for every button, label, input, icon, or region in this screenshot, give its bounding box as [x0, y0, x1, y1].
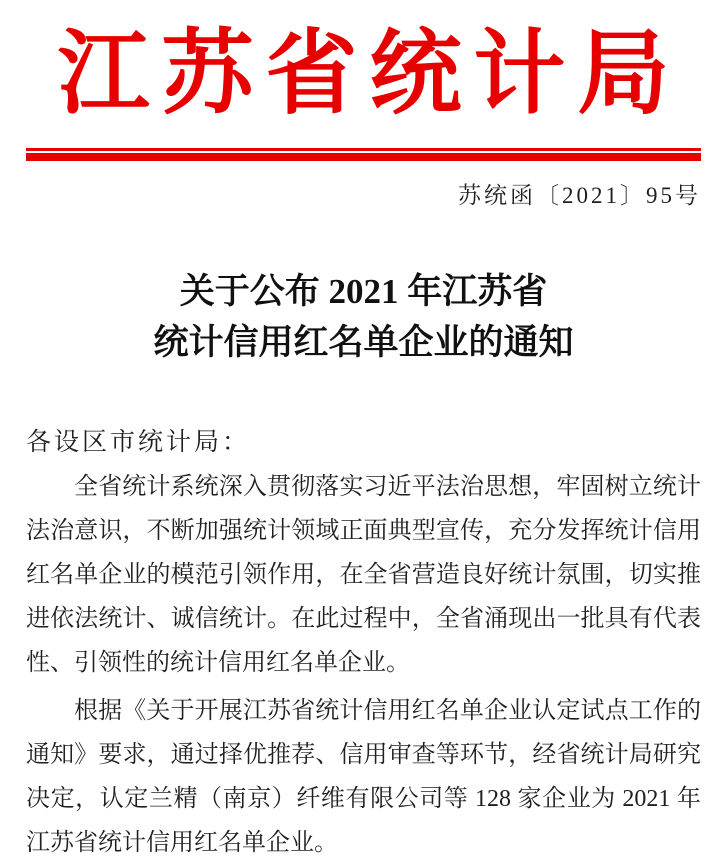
body-line: 全省统计系统深入贯彻落实习近平法治思想，牢固树立统计	[74, 474, 701, 500]
document-title-line-2: 统计信用红名单企业的通知	[153, 323, 574, 362]
document-title	[26, 266, 701, 368]
body-line: 决定，认定兰精（南京）纤维有限公司等 128 家企业为 2021 年	[26, 786, 701, 812]
body-line: 性、引领性的统计信用红名单企业。	[26, 650, 410, 676]
salutation: 各设区市统计局：	[26, 429, 251, 456]
paragraph-2	[26, 689, 701, 856]
body-line: 通知》要求，通过择优推荐、信用审查等环节，经省统计局研究	[26, 742, 701, 768]
document-body	[26, 420, 701, 856]
body-line: 进依法统计、诚信统计。在此过程中，全省涌现出一批具有代表	[26, 606, 701, 632]
body-line: 红名单企业的模范引领作用，在全省营造良好统计氛围，切实推	[26, 562, 701, 588]
body-line: 根据《关于开展江苏省统计信用红名单企业认定试点工作的	[74, 698, 701, 724]
letterhead-divider	[26, 148, 701, 161]
letterhead	[26, 4, 701, 161]
document-title-line-1: 关于公布 2021 年江苏省	[179, 272, 548, 311]
body-line: 江苏省统计信用红名单企业。	[26, 830, 338, 856]
agency-name: 江苏省统计局	[57, 23, 682, 125]
document-number: 苏统函〔2021〕95号	[458, 183, 701, 208]
paragraph-1	[26, 465, 701, 685]
body-line: 法治意识，不断加强统计领域正面典型宣传，充分发挥统计信用	[26, 518, 701, 544]
